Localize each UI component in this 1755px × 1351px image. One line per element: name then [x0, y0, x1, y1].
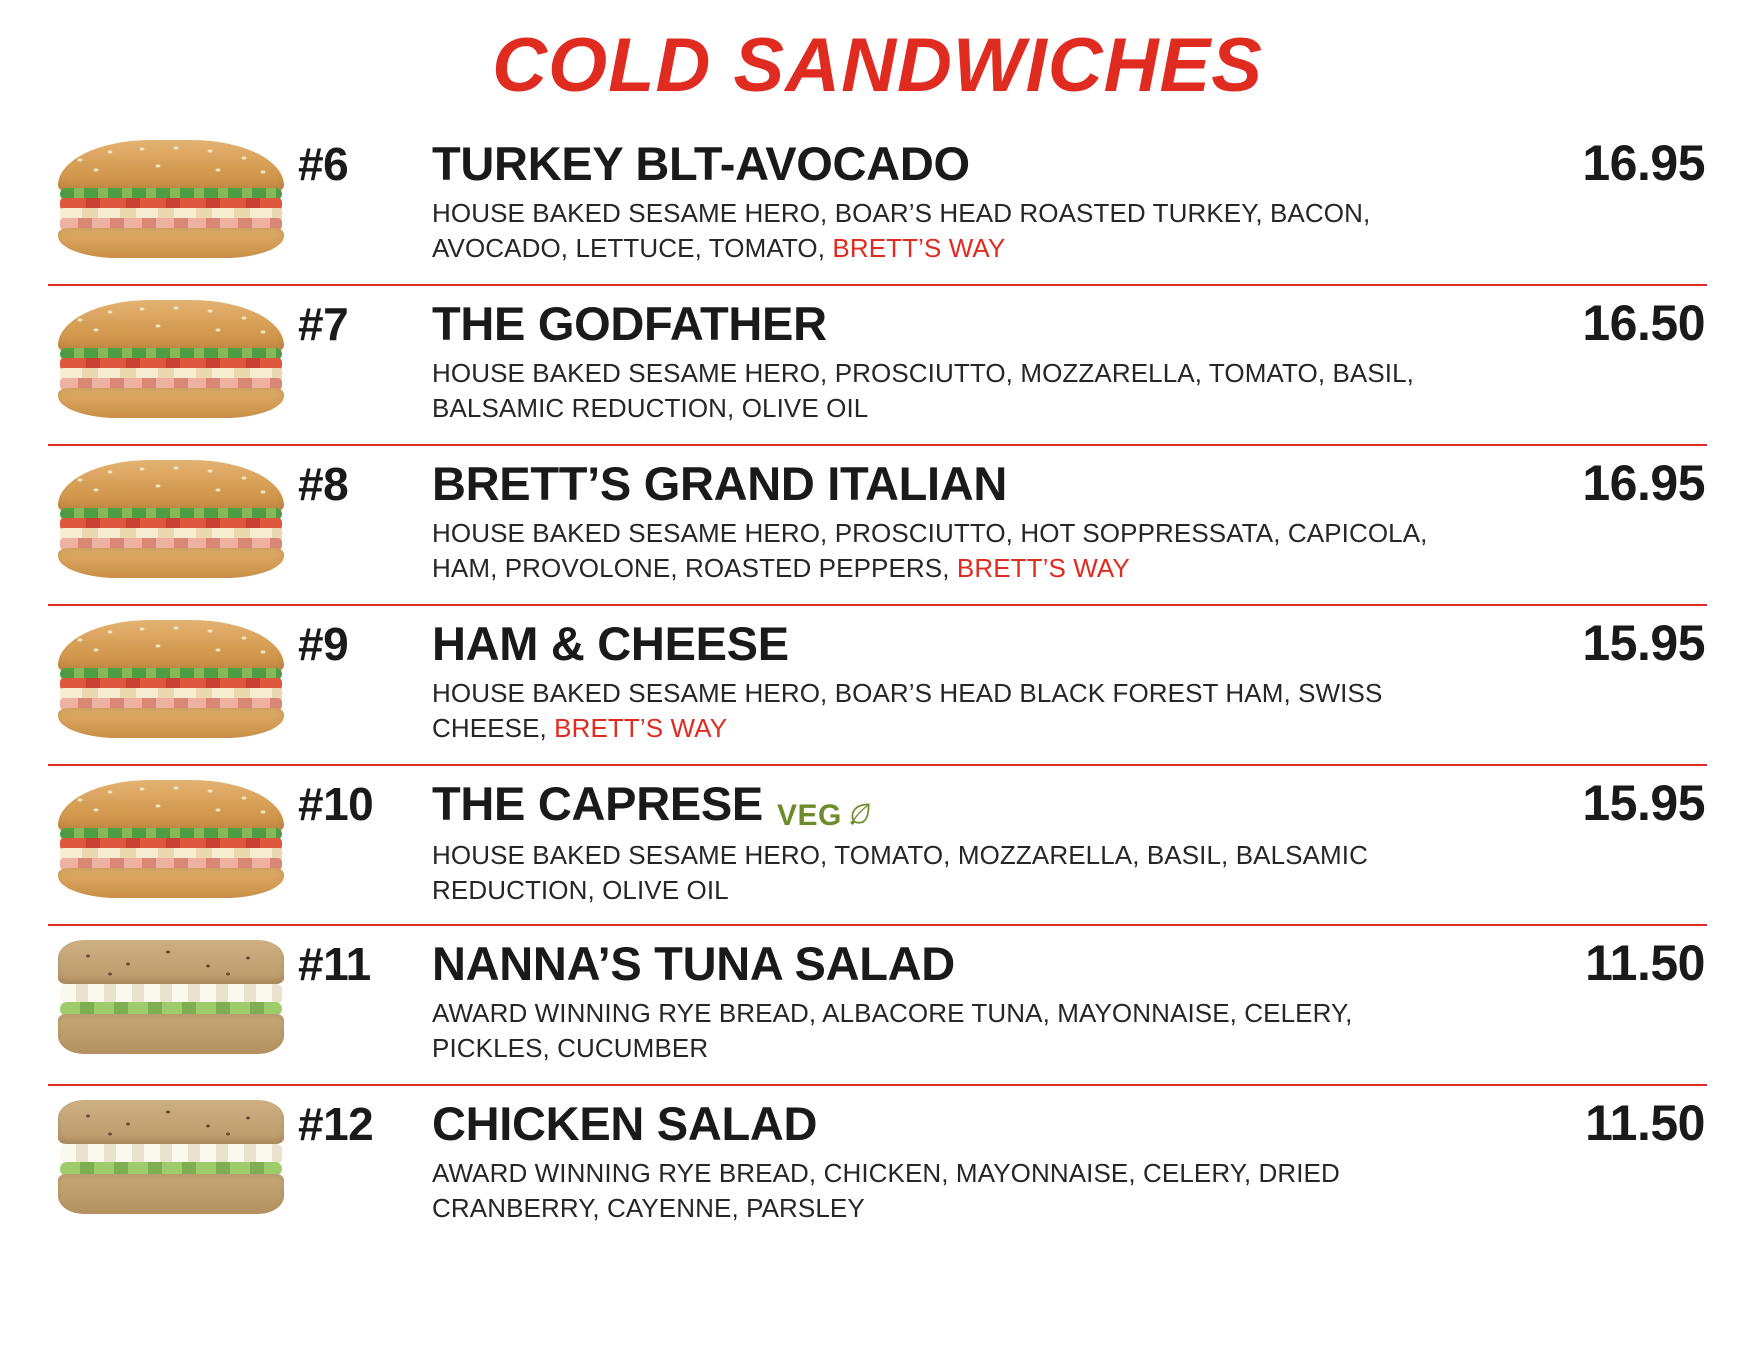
menu-item-name-wrap: [432, 776, 873, 833]
vegetarian-badge: [777, 799, 873, 833]
leaf-icon: [847, 800, 873, 831]
bread-bottom: [58, 708, 284, 738]
sandwich-illustration: [58, 620, 284, 738]
filling-lettuce: [60, 984, 282, 1004]
menu-item-body: [298, 606, 1707, 746]
menu-item-description: [432, 838, 1432, 908]
description-text: AWARD WINNING RYE BREAD, ALBACORE TUNA, MAYONNAISE, CELERY, PICKLES, CUCUMBER: [432, 998, 1353, 1063]
seed-texture: [58, 780, 284, 826]
menu-item-photo: [48, 286, 298, 438]
menu-item-row: [48, 126, 1707, 286]
sandwich-illustration: [58, 940, 284, 1058]
menu-item-name: TURKEY BLT-AVOCADO: [432, 137, 970, 190]
filling-lettuce: [60, 1144, 282, 1164]
menu-item-heading: [298, 296, 1707, 351]
menu-item-row: [48, 446, 1707, 606]
menu-item-list: [48, 126, 1707, 1246]
menu-item-price: 16.95: [1582, 455, 1705, 511]
menu-item-number: #12: [298, 1098, 374, 1150]
menu-item-body: [298, 286, 1707, 426]
menu-item-description: [432, 356, 1432, 426]
sandwich-illustration: [58, 1100, 284, 1218]
sandwich-illustration: [58, 300, 284, 418]
menu-item-row: [48, 1086, 1707, 1246]
menu-item-name: THE CAPRESE: [432, 777, 763, 830]
description-accent-text: BRETT’S WAY: [554, 712, 728, 743]
description-accent-text: BRETT’S WAY: [956, 552, 1130, 583]
menu-item-price: 16.50: [1582, 295, 1705, 351]
menu-item-body: [298, 926, 1707, 1066]
menu-item-description: [432, 996, 1432, 1066]
menu-item-name: HAM & CHEESE: [432, 617, 789, 670]
menu-item-photo: [48, 126, 298, 278]
menu-item-price: 11.50: [1585, 935, 1705, 991]
seed-texture: [58, 1100, 284, 1142]
description-text: HOUSE BAKED SESAME HERO, BOAR’S HEAD BLACK FOREST HAM, SWISS CHEESE,: [432, 678, 1383, 743]
menu-item-name: CHICKEN SALAD: [432, 1097, 818, 1150]
menu-item-name-wrap: [432, 456, 1007, 511]
bread-bottom: [58, 1014, 284, 1054]
menu-item-number: #9: [298, 618, 349, 670]
menu-item-description: [432, 196, 1432, 266]
menu-item-row: [48, 606, 1707, 766]
sandwich-illustration: [58, 780, 284, 898]
menu-item-name: BRETT’S GRAND ITALIAN: [432, 457, 1008, 510]
seed-texture: [58, 460, 284, 506]
menu-item-photo: [48, 1086, 298, 1238]
menu-item-heading: [298, 776, 1707, 833]
seed-texture: [58, 140, 284, 186]
menu-item-body: [298, 126, 1707, 266]
bread-bottom: [58, 228, 284, 258]
menu-item-name-wrap: [432, 616, 789, 671]
description-text: HOUSE BAKED SESAME HERO, PROSCIUTTO, MOZZARELLA, TOMATO, BASIL, BALSAMIC REDUCTION, OLIVE OIL: [432, 358, 1414, 423]
menu-item-heading: [298, 136, 1707, 191]
menu-item-price: 11.50: [1585, 1095, 1705, 1151]
menu-item-name-wrap: [432, 1096, 817, 1151]
menu-item-heading: [298, 616, 1707, 671]
description-accent-text: BRETT’S WAY: [832, 232, 1006, 263]
sandwich-illustration: [58, 460, 284, 578]
menu-item-description: [432, 676, 1432, 746]
bread-bottom: [58, 1174, 284, 1214]
seed-texture: [58, 940, 284, 982]
bread-bottom: [58, 868, 284, 898]
vegetarian-label: VEG: [776, 798, 842, 832]
menu-item-description: [432, 516, 1432, 586]
menu-item-photo: [48, 606, 298, 758]
menu-item-photo: [48, 446, 298, 598]
menu-item-price: 15.95: [1582, 615, 1705, 671]
menu-item-number: #7: [298, 298, 349, 350]
description-text: HOUSE BAKED SESAME HERO, TOMATO, MOZZARELLA, BASIL, BALSAMIC REDUCTION, OLIVE OIL: [432, 839, 1368, 905]
seed-texture: [58, 620, 284, 666]
bread-bottom: [58, 548, 284, 578]
menu-item-name: THE GODFATHER: [432, 297, 827, 350]
menu-item-name-wrap: [432, 136, 970, 191]
description-text: HOUSE BAKED SESAME HERO, PROSCIUTTO, HOT SOPPRESSATA, CAPICOLA, HAM, PROVOLONE, ROASTED PEPPERS,: [432, 518, 1428, 583]
menu-item-heading: [298, 1096, 1707, 1151]
menu-item-body: [298, 766, 1707, 907]
menu-item-number: #8: [298, 458, 349, 510]
menu-item-photo: [48, 926, 298, 1078]
menu-item-number: #6: [298, 138, 349, 190]
menu-item-name: NANNA’S TUNA SALAD: [432, 937, 955, 990]
menu-item-heading: [298, 456, 1707, 511]
menu-item-row: [48, 926, 1707, 1086]
sandwich-illustration: [58, 140, 284, 258]
menu-item-row: [48, 286, 1707, 446]
menu-item-number: #11: [298, 938, 371, 990]
description-text: HOUSE BAKED SESAME HERO, BOAR’S HEAD ROASTED TURKEY, BACON, AVOCADO, LETTUCE, TOMATO,: [432, 198, 1371, 263]
menu-item-row: [48, 766, 1707, 926]
page-title: COLD SANDWICHES: [492, 23, 1263, 108]
menu-item-description: [432, 1156, 1432, 1226]
menu-item-body: [298, 446, 1707, 586]
menu-item-photo: [48, 766, 298, 918]
menu-item-price: 16.95: [1582, 135, 1705, 191]
menu-item-number: #10: [298, 778, 374, 830]
seed-texture: [58, 300, 284, 346]
menu-item-heading: [298, 936, 1707, 991]
menu-item-name-wrap: [432, 296, 827, 351]
menu-item-body: [298, 1086, 1707, 1226]
bread-bottom: [58, 388, 284, 418]
menu-item-name-wrap: [432, 936, 955, 991]
description-text: AWARD WINNING RYE BREAD, CHICKEN, MAYONNAISE, CELERY, DRIED CRANBERRY, CAYENNE, PARSLEY: [432, 1158, 1340, 1223]
menu-item-price: 15.95: [1582, 775, 1705, 831]
